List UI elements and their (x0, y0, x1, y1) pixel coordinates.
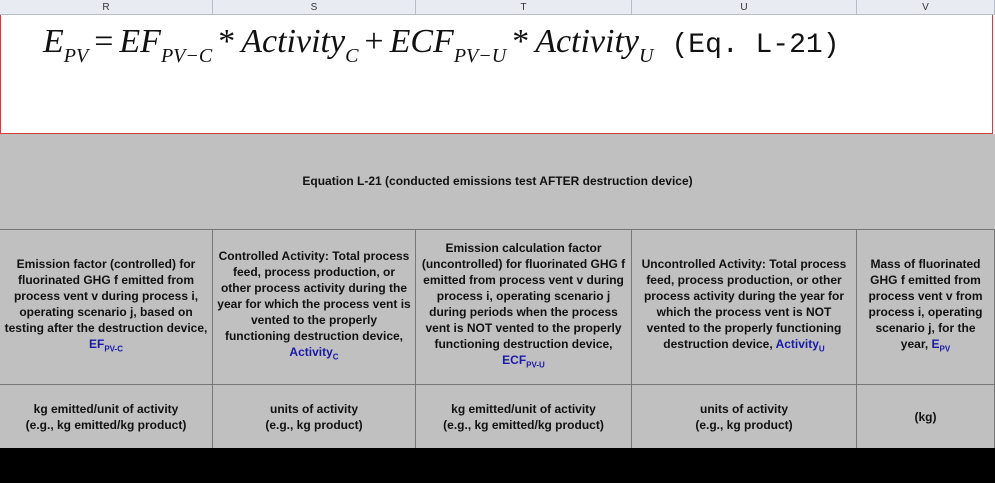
units-line-1: (kg) (914, 409, 937, 424)
header-content (420, 240, 627, 373)
header-cell-ecf-pv-u[interactable] (416, 230, 632, 385)
header-cell-e-pv[interactable] (857, 230, 995, 385)
units-line-1: kg emitted/unit of activity (33, 401, 179, 416)
header-symbol: $E_{PV}$ (931, 337, 951, 354)
units-line-2: (e.g., kg product) (695, 417, 793, 432)
header-text: Controlled Activity: Total process feed, process production, or other process activity during the year for which the process vent is vented to the properly functioning destruction device, (217, 249, 411, 344)
units-cell-e-pv[interactable] (857, 385, 995, 448)
header-text: Uncontrolled Activity: Total process feed, process production, or other process activity during the year for which the process vent is NOT vented to the properly functioning destruction device, (641, 257, 847, 352)
eq-reference: (Eq. L-21) (671, 30, 840, 61)
units-content (915, 409, 937, 425)
units-line-2: (e.g., kg product) (265, 417, 363, 432)
units-cell-ef-pv-c[interactable] (0, 385, 213, 448)
title-text: Equation L-21 (conducted emissions test AFTER destruction device) (302, 174, 693, 188)
eq-activity-u-sub: U (639, 45, 654, 67)
header-cell-activity-u[interactable] (632, 230, 857, 385)
column-header-s[interactable]: S (213, 0, 416, 15)
column-header-v[interactable]: V (857, 0, 995, 15)
header-symbol: Activity$_U$ (775, 337, 825, 354)
units-cell-ecf-pv-u[interactable] (416, 385, 632, 448)
header-symbol: Activity$_C$ (289, 345, 339, 362)
units-line-1: units of activity (699, 401, 788, 416)
eq-e-sub: PV (63, 45, 89, 67)
header-content (636, 256, 852, 357)
header-cell-ef-pv-c[interactable] (0, 230, 213, 385)
units-line-1: units of activity (269, 401, 358, 416)
eq-activity-c: Activity (241, 23, 346, 60)
header-content (4, 256, 208, 357)
eq-e: E (43, 23, 64, 60)
units-content (265, 401, 362, 433)
eq-ecf: ECF (389, 23, 454, 60)
title-cell[interactable] (0, 134, 995, 230)
eq-ecf-sub: PV−U (453, 45, 507, 67)
units-line-2: (e.g., kg emitted/kg product) (443, 417, 604, 432)
equation (43, 23, 840, 68)
eq-equals: = (94, 23, 114, 60)
units-line-1: kg emitted/unit of activity (451, 401, 596, 416)
column-header-t[interactable]: T (416, 0, 632, 15)
header-text: Emission factor (controlled) for fluorinated GHG f emitted from process vent v during process i, operating scenario j, based on testing after the destruction device, (4, 257, 208, 336)
units-content (443, 401, 604, 433)
column-header-r[interactable]: R (0, 0, 213, 15)
eq-activity-u: Activity (535, 23, 640, 60)
header-cell-activity-c[interactable] (213, 230, 416, 385)
header-content (217, 248, 411, 365)
column-header-u[interactable]: U (632, 0, 857, 15)
equation-image[interactable] (0, 15, 993, 134)
eq-mul-1: * (218, 23, 236, 60)
units-cell-activity-u[interactable] (632, 385, 857, 448)
header-text: Emission calculation factor (uncontrolled) for fluorinated GHG f emitted from process vent v during process i, operating scenario j during periods when the process vent is NOT vented to the properly functioning destruction device, (421, 241, 626, 352)
units-line-2: (e.g., kg emitted/kg product) (25, 417, 187, 432)
eq-ef-sub: PV−C (160, 45, 213, 67)
eq-plus: + (364, 23, 384, 60)
units-cell-activity-c[interactable] (213, 385, 416, 448)
header-content (861, 256, 990, 357)
eq-mul-2: * (512, 23, 530, 60)
header-text: Mass of fluorinated GHG f emitted from process vent v from process i, operating scenario j, for the year, (868, 257, 983, 352)
units-content (695, 401, 792, 433)
eq-activity-c-sub: C (345, 45, 359, 67)
units-content (26, 401, 187, 433)
eq-ef: EF (119, 23, 161, 60)
header-symbol: $ECF_{PV-U}$ (502, 353, 545, 370)
header-symbol: $EF_{PV-C}$ (88, 337, 123, 354)
